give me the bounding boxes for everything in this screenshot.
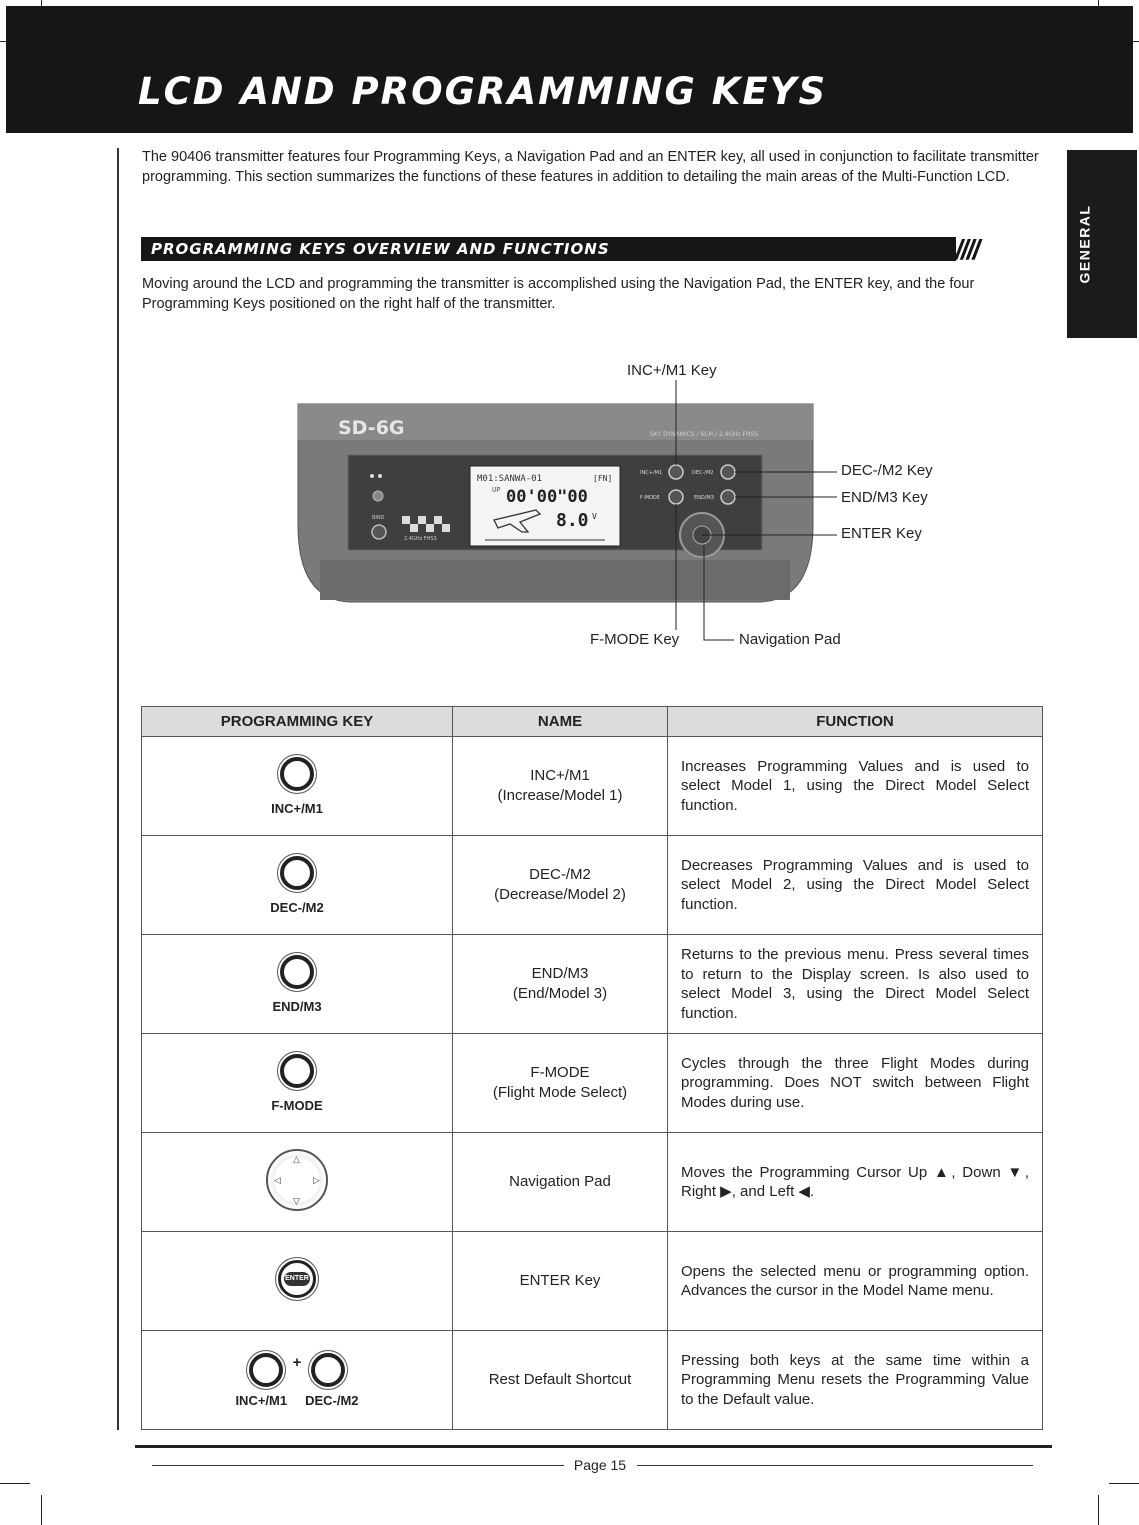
model-name: SD-6G bbox=[338, 417, 405, 439]
side-tab-label: GENERAL bbox=[1076, 204, 1093, 284]
lcd-line1: M01:SANWA-01 bbox=[477, 474, 543, 484]
arrow-left-icon: ◁ bbox=[274, 1175, 281, 1185]
key-name: Rest Default Shortcut bbox=[488, 1371, 632, 1388]
inc-key-icon bbox=[280, 757, 314, 791]
key-name-detail: (Decrease/Model 2) bbox=[494, 886, 626, 903]
dec-key-icon bbox=[311, 1353, 345, 1387]
key-function: Pressing both keys at the same time within a Programming Menu resets the Programming Value to the Default value. bbox=[668, 1331, 1043, 1430]
callout-dec-key: DEC-/M2 Key bbox=[841, 462, 933, 479]
end-key bbox=[721, 490, 735, 504]
callout-enter-key: ENTER Key bbox=[841, 525, 922, 542]
lcd-up: UP bbox=[492, 486, 501, 494]
table-row bbox=[142, 836, 1043, 935]
key-name: F-MODE bbox=[530, 1064, 590, 1081]
lcd-timer: 00'00"00 bbox=[506, 487, 588, 507]
model-subtitle: SKY DYNAMICS / 6CH / 2.4GHz FHSS bbox=[650, 431, 759, 438]
key-label: F-MODE bbox=[271, 1097, 323, 1113]
page-title: LCD AND PROGRAMMING KEYS bbox=[138, 70, 828, 113]
key-label: END/M3 bbox=[272, 998, 322, 1014]
lcd-fn: [FN] bbox=[593, 474, 613, 483]
key-name: ENTER Key bbox=[519, 1272, 601, 1289]
bind-label: BIND bbox=[372, 515, 385, 521]
key-label: INC+/M1 bbox=[235, 1392, 288, 1408]
dec-key bbox=[721, 465, 735, 479]
key-name-detail: (Increase/Model 1) bbox=[497, 787, 623, 804]
table-row bbox=[142, 1034, 1043, 1133]
key-label: DEC-/M2 bbox=[305, 1392, 359, 1408]
lcd-voltage: 8.0 bbox=[556, 510, 589, 531]
section-slashes: //// bbox=[955, 234, 979, 265]
key-function: Opens the selected menu or programming option. Advances the cursor in the Model Name menu. bbox=[668, 1232, 1043, 1331]
panel-inc-label: INC+/M1 bbox=[640, 470, 663, 476]
key-name-detail: (End/Model 3) bbox=[512, 985, 608, 1002]
callout-inc-key: INC+/M1 Key bbox=[627, 362, 717, 379]
programming-keys-table bbox=[141, 706, 1043, 1430]
table-row bbox=[142, 935, 1043, 1034]
led-indicator bbox=[370, 474, 374, 478]
fhss-label: 2.4GHz FHSS bbox=[404, 536, 437, 542]
intro-paragraph: The 90406 transmitter features four Programming Keys, a Navigation Pad and an ENTER key, all used in conjunction to facilitate transmitter programming. This section summarizes the functions of these features in addition to detailing the main areas of the Multi-Function LCD. bbox=[142, 149, 1039, 185]
transmitter-diagram bbox=[0, 0, 1139, 700]
page-number: Page 15 bbox=[573, 1457, 627, 1473]
crop-mark bbox=[41, 1495, 42, 1525]
lcd-voltage-unit: V bbox=[592, 512, 597, 521]
table-row bbox=[142, 1331, 1043, 1430]
panel-end-label: END/M3 bbox=[694, 495, 714, 501]
arrow-right-icon: ▷ bbox=[313, 1175, 320, 1185]
table-row bbox=[142, 1232, 1043, 1331]
enter-key-icon: ENTER bbox=[278, 1260, 316, 1298]
crop-mark bbox=[1098, 1495, 1099, 1525]
key-label: DEC-/M2 bbox=[270, 899, 324, 915]
bind-button bbox=[372, 525, 386, 539]
panel-dec-label: DEC-/M2 bbox=[692, 470, 714, 476]
section-heading: PROGRAMMING KEYS OVERVIEW AND FUNCTIONS bbox=[151, 240, 610, 258]
crop-mark bbox=[0, 1483, 30, 1484]
callout-nav-pad: Navigation Pad bbox=[739, 631, 841, 648]
status-button bbox=[373, 491, 383, 501]
key-name-detail: (Flight Mode Select) bbox=[492, 1084, 628, 1101]
navigation-pad-icon bbox=[266, 1149, 328, 1211]
inc-key-icon bbox=[249, 1353, 283, 1387]
header-function: FUNCTION bbox=[668, 707, 1043, 737]
callout-end-key: END/M3 Key bbox=[841, 489, 928, 506]
key-function: Increases Programming Values and is used to select Model 1, using the Direct Model Select function. bbox=[668, 737, 1043, 836]
section-paragraph: Moving around the LCD and programming the transmitter is accomplished using the Navigation Pad, the ENTER key, and the four Programming Keys positioned on the right half of the transmitter. bbox=[142, 276, 975, 312]
key-function: Decreases Programming Values and is used to select Model 2, using the Direct Model Select function. bbox=[668, 836, 1043, 935]
callout-fmode-key: F-MODE Key bbox=[590, 631, 680, 648]
table-row bbox=[142, 1133, 1043, 1232]
plus-sign: + bbox=[292, 1354, 302, 1371]
key-function: Moves the Programming Cursor Up ▲, Down ▼, Right ▶, and Left ◀. bbox=[668, 1133, 1043, 1232]
fmode-key-icon bbox=[280, 1054, 314, 1088]
panel-fmode-label: F-MODE bbox=[640, 495, 660, 501]
key-function: Returns to the previous menu. Press several times to return to the Display screen. Is also used to select Model 3, using the Direct Model Select function. bbox=[668, 935, 1043, 1034]
key-label: INC+/M1 bbox=[271, 800, 323, 816]
key-name: Navigation Pad bbox=[509, 1173, 611, 1190]
header-name: NAME bbox=[453, 707, 668, 737]
footer-rule bbox=[135, 1445, 1052, 1448]
fmode-key bbox=[669, 490, 683, 504]
led-indicator bbox=[378, 474, 382, 478]
key-name: END/M3 bbox=[531, 965, 589, 982]
footer-line bbox=[152, 1465, 564, 1466]
dec-key-icon bbox=[280, 856, 314, 890]
key-name: INC+/M1 bbox=[530, 767, 590, 784]
inc-key bbox=[669, 465, 683, 479]
footer-line bbox=[637, 1465, 1033, 1466]
crop-mark bbox=[1109, 1483, 1139, 1484]
table-row bbox=[142, 737, 1043, 836]
key-name: DEC-/M2 bbox=[529, 866, 591, 883]
arrow-down-icon: ▽ bbox=[293, 1196, 300, 1206]
table-header-row bbox=[142, 707, 1043, 737]
key-function: Cycles through the three Flight Modes during programming. Does NOT switch between Flight Modes during use. bbox=[668, 1034, 1043, 1133]
header-programming-key: PROGRAMMING KEY bbox=[142, 707, 453, 737]
transmitter-bottom-band bbox=[320, 560, 790, 600]
arrow-up-icon: △ bbox=[293, 1154, 300, 1164]
end-key-icon bbox=[280, 955, 314, 989]
